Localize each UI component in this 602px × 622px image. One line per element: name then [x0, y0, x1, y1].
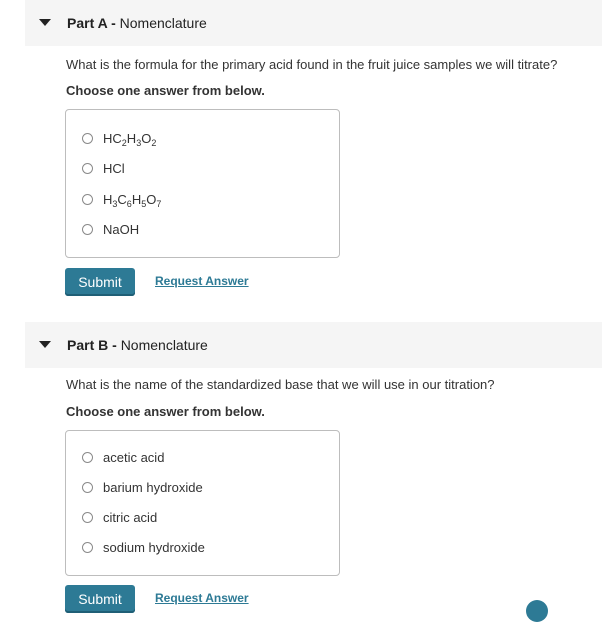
part-b-instruction: Choose one answer from below.: [66, 404, 265, 419]
choice-option[interactable]: [82, 128, 156, 148]
part-a-instruction: Choose one answer from below.: [66, 83, 265, 98]
choice-label: $H_3C_6H_5O_7$: [103, 191, 162, 209]
choice-option[interactable]: [82, 158, 125, 178]
choice-option[interactable]: [82, 189, 161, 209]
part-a-submit-button[interactable]: Submit: [65, 268, 135, 296]
part-b-question: What is the name of the standardized base that we will use in our titration?: [66, 377, 495, 392]
radio-button[interactable]: [82, 452, 93, 463]
choice-option[interactable]: [82, 219, 139, 239]
part-a-title: Part A - Nomenclature: [67, 15, 207, 31]
caret-down-icon[interactable]: [39, 19, 51, 26]
radio-button[interactable]: [82, 224, 93, 235]
radio-button[interactable]: [82, 194, 93, 205]
choice-label: HCl: [103, 160, 125, 176]
radio-button[interactable]: [82, 542, 93, 553]
choice-label: NaOH: [103, 221, 140, 237]
choice-option[interactable]: [82, 477, 203, 497]
part-a-header[interactable]: [25, 0, 602, 46]
part-b-request-answer-link[interactable]: Request Answer: [155, 591, 249, 605]
help-icon[interactable]: [526, 600, 548, 622]
part-b-header[interactable]: [25, 322, 602, 368]
caret-down-icon[interactable]: [39, 341, 51, 348]
part-b-choices: [65, 430, 340, 576]
choice-label: sodium hydroxide: [103, 539, 205, 555]
radio-button[interactable]: [82, 482, 93, 493]
choice-label: barium hydroxide: [103, 479, 203, 495]
choice-option[interactable]: [82, 537, 205, 557]
radio-button[interactable]: [82, 133, 93, 144]
part-b-title: Part B - Nomenclature: [67, 337, 208, 353]
choice-label: acetic acid: [103, 449, 165, 465]
radio-button[interactable]: [82, 512, 93, 523]
radio-button[interactable]: [82, 163, 93, 174]
choice-label: citric acid: [103, 509, 158, 525]
part-a-question: What is the formula for the primary acid found in the fruit juice samples we will titrate?: [66, 57, 558, 72]
part-b-submit-button[interactable]: Submit: [65, 585, 135, 613]
part-a-request-answer-link[interactable]: Request Answer: [155, 274, 249, 288]
choice-label: $HC_2H_3O_2$: [103, 130, 157, 148]
choice-option[interactable]: [82, 447, 164, 467]
part-a-choices: [65, 109, 340, 258]
choice-option[interactable]: [82, 507, 157, 527]
